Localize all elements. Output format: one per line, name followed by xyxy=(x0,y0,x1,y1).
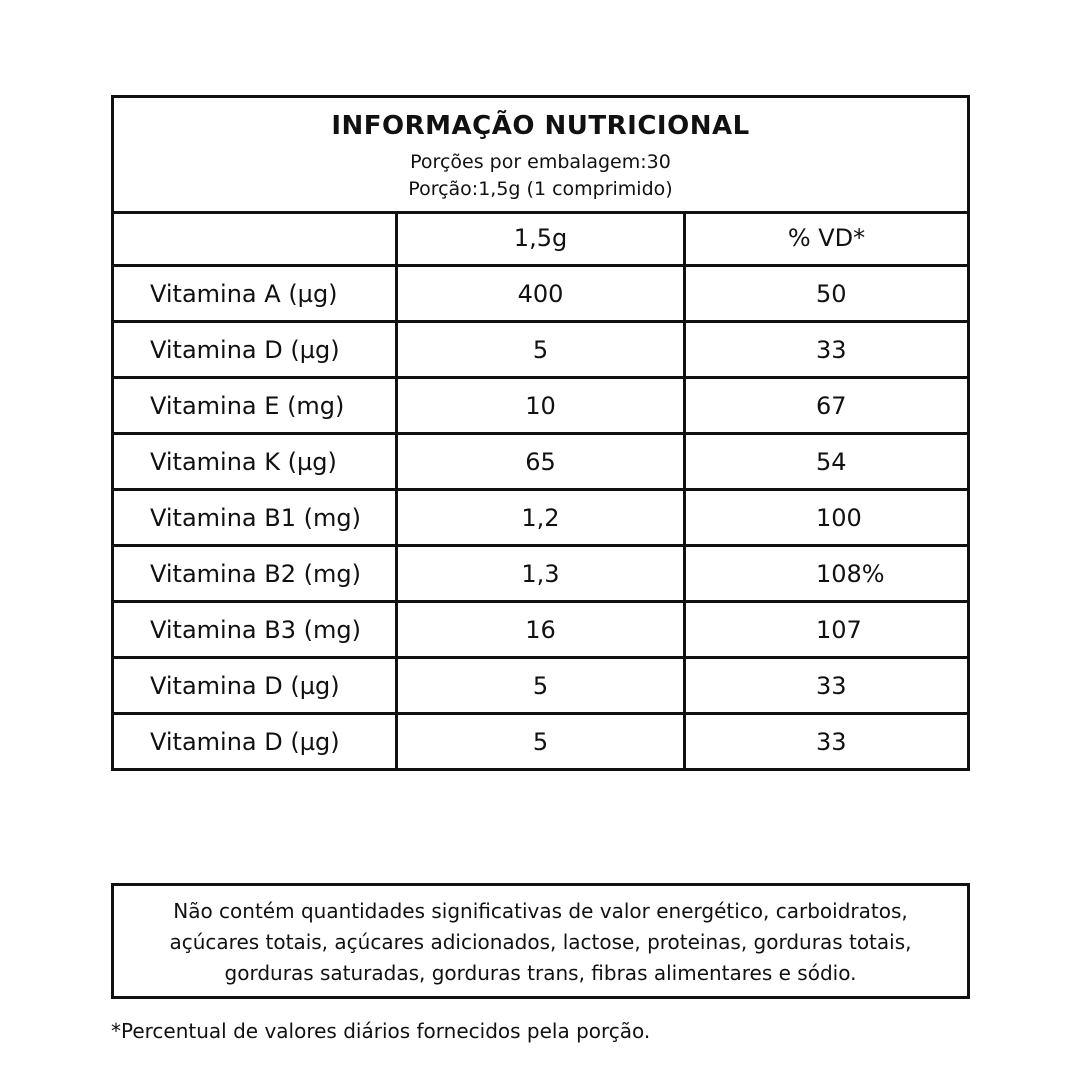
table-row xyxy=(114,323,967,379)
column-header-amount: 1,5g xyxy=(398,211,686,264)
nutrient-daily-value: 54 xyxy=(816,447,847,476)
nutrient-amount: 5 xyxy=(398,323,686,376)
nutrient-name: Vitamina B3 (mg) xyxy=(114,603,398,656)
not-significant-notice: Não contém quantidades significativas de valor energético, carboidratos, açúcares totais, açúcares adicionados, lactose, proteinas, gorduras totais, gorduras saturadas, gorduras trans, fibras alimentares e sódio. xyxy=(111,883,970,999)
nutrition-facts-table xyxy=(111,95,970,771)
nutrient-amount: 400 xyxy=(398,267,686,320)
table-row xyxy=(114,491,967,547)
nutrient-amount: 65 xyxy=(398,435,686,488)
nutrient-name: Vitamina D (µg) xyxy=(114,715,398,768)
nutrient-amount: 1,2 xyxy=(398,491,686,544)
nutrient-daily-value: 33 xyxy=(816,335,847,364)
nutrient-daily-value: 107 xyxy=(816,615,862,644)
serving-size: Porção:1,5g (1 comprimido) xyxy=(408,178,673,200)
nutrient-daily-value: 33 xyxy=(816,671,847,700)
nutrient-amount: 10 xyxy=(398,379,686,432)
nutrient-amount: 16 xyxy=(398,603,686,656)
table-row xyxy=(114,603,967,659)
nutrient-name: Vitamina E (mg) xyxy=(114,379,398,432)
nutrient-name: Vitamina A (µg) xyxy=(114,267,398,320)
table-title: INFORMAÇÃO NUTRICIONAL xyxy=(331,111,750,141)
column-header-daily-value: % VD* xyxy=(787,223,866,252)
nutrient-name: Vitamina D (µg) xyxy=(114,323,398,376)
table-header-block xyxy=(114,98,967,214)
nutrient-amount: 5 xyxy=(398,715,686,768)
table-row xyxy=(114,267,967,323)
nutrient-daily-value: 108% xyxy=(816,559,885,588)
nutrient-daily-value: 67 xyxy=(816,391,847,420)
nutrient-name: Vitamina B1 (mg) xyxy=(114,491,398,544)
column-header-row xyxy=(114,211,967,267)
nutrient-amount: 5 xyxy=(398,659,686,712)
column-header-nutrient xyxy=(114,211,398,264)
nutrient-daily-value: 33 xyxy=(816,727,847,756)
servings-per-package: Porções por embalagem:30 xyxy=(410,151,671,173)
nutrient-name: Vitamina B2 (mg) xyxy=(114,547,398,600)
nutrient-name: Vitamina D (µg) xyxy=(114,659,398,712)
nutrient-daily-value: 100 xyxy=(816,503,862,532)
table-row xyxy=(114,547,967,603)
table-row xyxy=(114,715,967,768)
nutrient-daily-value: 50 xyxy=(816,279,847,308)
nutrient-amount: 1,3 xyxy=(398,547,686,600)
table-row xyxy=(114,435,967,491)
daily-value-footnote: *Percentual de valores diários fornecidos pela porção. xyxy=(111,1019,651,1043)
table-row xyxy=(114,379,967,435)
nutrient-name: Vitamina K (µg) xyxy=(114,435,398,488)
table-row xyxy=(114,659,967,715)
